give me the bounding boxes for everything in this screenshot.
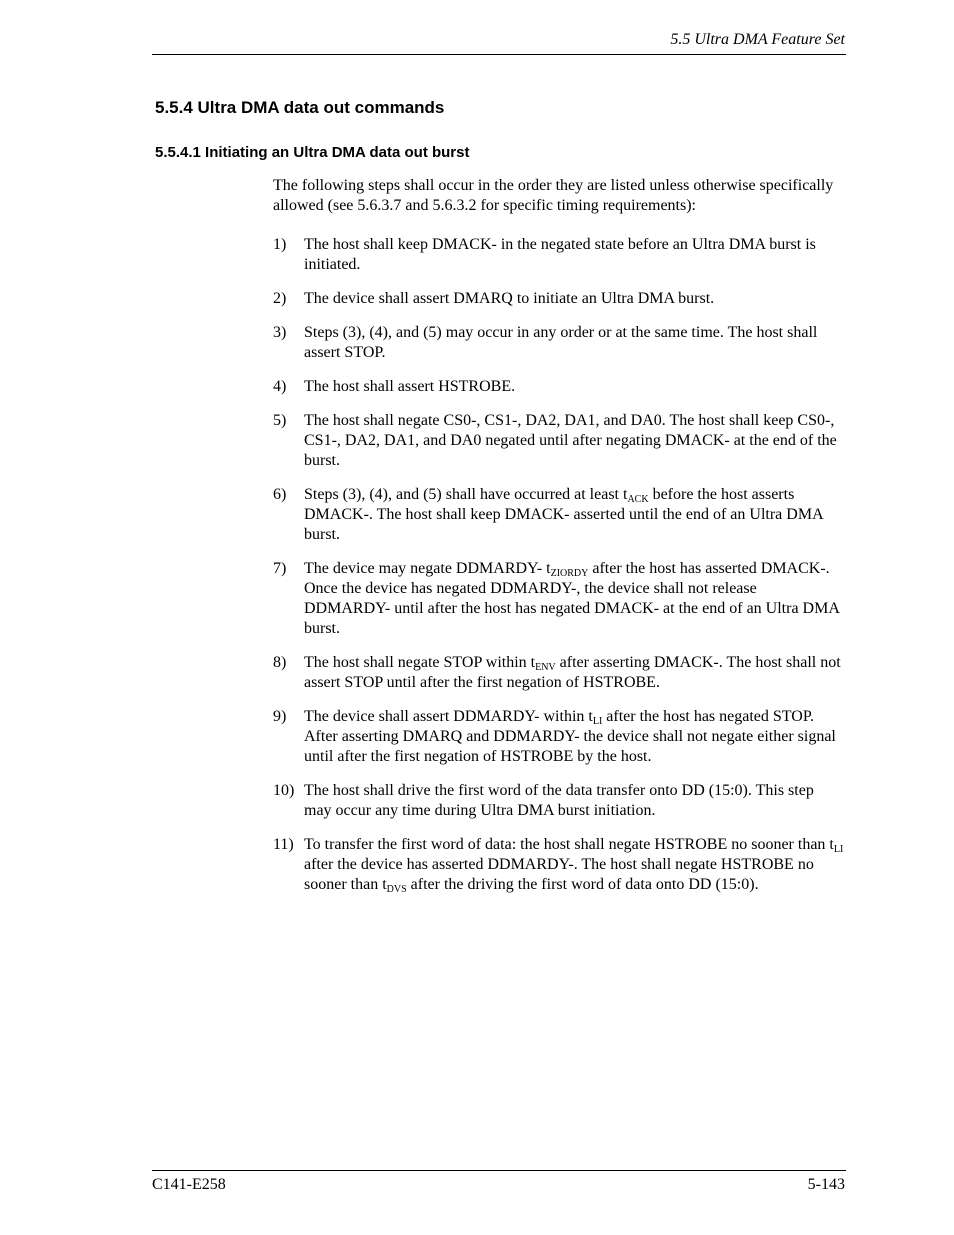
step-number: 8) bbox=[273, 654, 287, 671]
steps-list bbox=[273, 235, 845, 909]
step-text: The device may negate DDMARDY- $t_{ZIORDY}$ after the host has asserted DMACK-. Once the device has negated DDMARDY-, the device shall not release DDMARDY- until after the host has negated DMACK- at the end of an Ultra DMA burst. bbox=[304, 560, 840, 637]
step-number: 7) bbox=[273, 560, 287, 577]
list-item bbox=[273, 377, 845, 397]
step-text: The host shall assert HSTROBE. bbox=[304, 378, 516, 395]
list-item bbox=[273, 323, 845, 363]
step-text: The host shall negate STOP within $t_{ENV}$ after asserting DMACK-. The host shall not assert STOP until after the first negation of HSTROBE. bbox=[304, 654, 841, 691]
subscript: ENV bbox=[535, 662, 556, 673]
document-id: C141-E258 bbox=[152, 1176, 226, 1193]
list-item bbox=[273, 707, 845, 767]
page-number: 5-143 bbox=[807, 1176, 845, 1193]
list-item bbox=[273, 485, 845, 545]
subsection-heading: 5.5.4.1 Initiating an Ultra DMA data out burst bbox=[155, 144, 470, 161]
subscript: DVS bbox=[386, 884, 407, 895]
step-number: 5) bbox=[273, 412, 287, 429]
step-number: 1) bbox=[273, 236, 287, 253]
step-number: 9) bbox=[273, 708, 287, 725]
step-text: To transfer the first word of data: the host shall negate HSTROBE no sooner than $t_{LI}$ after the device has asserted DDMARDY-. The host shall negate HSTROBE no sooner than $t_{DVS}$ after the driving the first word of data onto DD (15:0). bbox=[304, 836, 844, 895]
step-text: Steps (3), (4), and (5) shall have occurred at least $t_{ACK}$ before the host asserts DMACK-. The host shall keep DMACK- asserted until the end of an Ultra DMA burst. bbox=[304, 486, 823, 543]
step-text: The device shall assert DDMARDY- within $t_{LI}$ after the host has negated STOP. After asserting DMARQ and DDMARDY- the device shall not negate either signal until after the first negation of HSTROBE by the host. bbox=[304, 708, 836, 765]
running-header: 5.5 Ultra DMA Feature Set bbox=[670, 31, 845, 48]
step-number: 3) bbox=[273, 324, 287, 341]
section-heading: 5.5.4 Ultra DMA data out commands bbox=[155, 98, 445, 117]
header-rule bbox=[152, 54, 846, 55]
list-item bbox=[273, 289, 845, 309]
step-number: 4) bbox=[273, 378, 287, 395]
subscript: ACK bbox=[627, 494, 649, 505]
list-item bbox=[273, 411, 845, 471]
list-item bbox=[273, 835, 845, 895]
intro-paragraph: The following steps shall occur in the order they are listed unless otherwise specifically allowed (see 5.6.3.7 and 5.6.3.2 for specific timing requirements): bbox=[273, 177, 834, 214]
step-number: 11) bbox=[273, 836, 294, 853]
step-text: The host shall drive the first word of the data transfer onto DD (15:0). This step may occur any time during Ultra DMA burst initiation. bbox=[304, 782, 814, 819]
list-item bbox=[273, 781, 845, 821]
step-number: 10) bbox=[273, 782, 295, 799]
subscript: ZIORDY bbox=[550, 568, 589, 579]
subscript: LI bbox=[833, 844, 844, 855]
step-text: Steps (3), (4), and (5) may occur in any order or at the same time. The host shall assert STOP. bbox=[304, 324, 818, 361]
step-number: 6) bbox=[273, 486, 287, 503]
list-item bbox=[273, 559, 845, 639]
list-item bbox=[273, 235, 845, 275]
list-item bbox=[273, 653, 845, 693]
footer-rule bbox=[152, 1170, 846, 1171]
step-text: The host shall negate CS0-, CS1-, DA2, DA1, and DA0. The host shall keep CS0-, CS1-, DA2, DA1, and DA0 negated until after negating DMACK- at the end of the burst. bbox=[304, 412, 837, 469]
step-text: The host shall keep DMACK- in the negated state before an Ultra DMA burst is initiated. bbox=[304, 236, 816, 273]
step-number: 2) bbox=[273, 290, 287, 307]
step-text: The device shall assert DMARQ to initiate an Ultra DMA burst. bbox=[304, 290, 715, 307]
subscript: LI bbox=[592, 716, 603, 727]
